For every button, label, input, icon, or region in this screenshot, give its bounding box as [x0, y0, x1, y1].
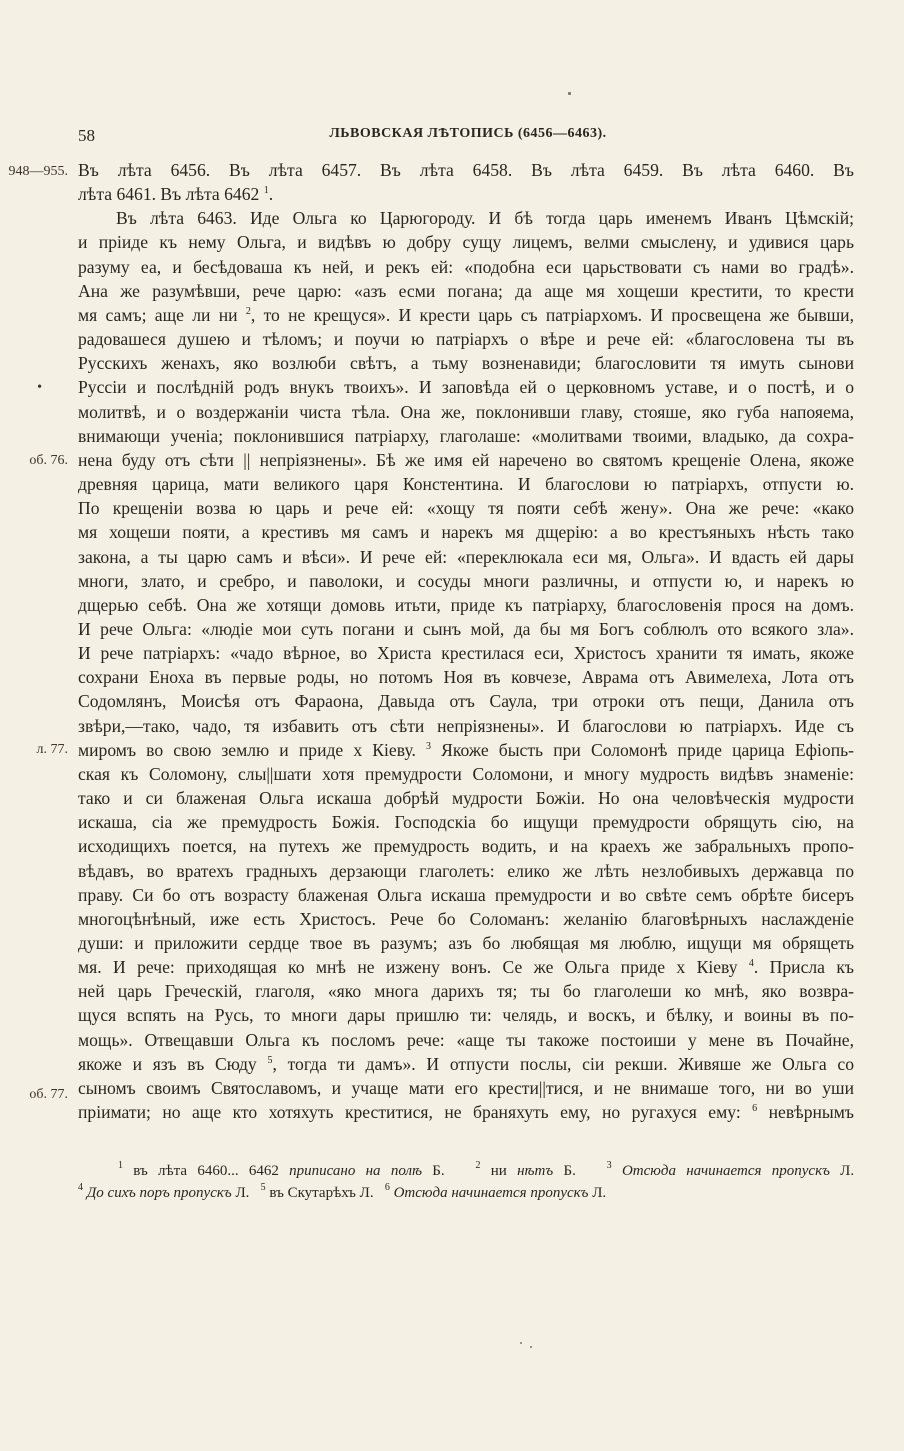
footnote-ref: 4: [748, 958, 754, 970]
paper-speck: [568, 92, 571, 95]
text-line: И рече патріархъ: «чадо вѣрное, во Христа крестилася еси, Христосъ хранити тя имать, якоже: [78, 643, 854, 664]
footnote-ref: 6: [752, 1103, 758, 1115]
text-line: и пріиде къ нему Ольга, и видѣвъ ю добру сущу лицемъ, велми смыслену, и удивися царь: [78, 232, 854, 253]
text-line: По крещеніи возва ю царь и рече ей: «хощу тя пояти себѣ жену». Она же рече: «како: [78, 498, 854, 519]
text-line: И рече Ольга: «людіе мои суть погани и сынъ мой, да бы мя Богъ соблюлъ ото всякого зла».: [78, 618, 854, 639]
text-line: искаша, сіа же премудрость Божія. Господскіа бо ищущи премудрости обрящуть сію, на: [78, 812, 854, 833]
text-line: мя хощеши пояти, а крестивъ мя самъ и нарекъ мя дщерію: а во крестъяныхъ нѣсть тако: [78, 522, 854, 543]
text-line: разуму еа, и бесѣдоваша къ ней, и рекъ ей: «подобна еси царьствовати съ нами во градѣ».: [78, 256, 854, 277]
text-line: молитвѣ, и о воздержаніи чиста тѣла. Она же, поклонивши главу, стояше, яко губа напояема,: [78, 401, 854, 422]
text-line: ней царь Греческій, глаголя, «яко многа дарихъ тя; ты бо глаголеши ко мнѣ, яко возвра-: [78, 981, 854, 1002]
text-line: пріимати; но аще кто хотяхуть креститися, не браняхуть ему, но ругахуся ему: $^6$ невѣрнымъ: [78, 1102, 854, 1123]
chronicle-text: [78, 158, 854, 1124]
text-line: души: и приложити сердце твое въ разумъ; азъ бо любящая мя люблю, ищущи мя обрящеть: [78, 933, 854, 953]
text-line: Содомлянъ, Моисѣя отъ Фараона, Давыда отъ Саула, три отроки отъ пещи, Данила отъ: [78, 691, 854, 712]
text-line: Руссіи и послѣдній родъ внукъ твоихъ». И заповѣда ей о церковномъ уставе, и о постѣ, и о: [78, 377, 854, 398]
text-line: щуся вспять на Русь, то многи дары пришлю ти: челядь, и воскъ, и бѣлку, и воины въ по-: [78, 1005, 854, 1026]
text-line: сохрани Еноха въ первые роды, но потомъ Ноя въ ковчезе, Аврама отъ Авимелеха, Лота отъ: [78, 667, 854, 688]
footnote-ref: 2: [245, 305, 251, 317]
text-line: вѣдавъ, во вратехъ градныхъ дерзающи глаголеть: елико же лѣть незлобивыхъ державца по: [78, 860, 854, 881]
text-line: радовашеся душею и тѣломъ; и поучи ю патріархъ о вѣре и рече ей: «благословена ты въ: [78, 329, 854, 350]
footnote-ref: 3: [426, 740, 432, 752]
margin-note-leaf-77: л. 77.: [36, 742, 68, 757]
text-line: исходищихъ поется, на путехъ же премудрость водить, и на краехъ же забральныхъ пропо-: [78, 836, 854, 857]
page-number: 58: [78, 126, 95, 145]
text-line: мя. И рече: приходящая ко мнѣ не изжену вонъ. Се же Ольга приде х Кіеву $^4$. Присла къ: [78, 957, 854, 978]
page-header: [78, 126, 858, 150]
running-title: ЛЬВОВСКАЯ ЛѢТОПИСЬ (6456—6463).: [329, 126, 607, 141]
text-line: внимающи ученіа; поклонившися патріарху, глаголаше: «молитвами твоими, владыко, да сохра-: [78, 425, 854, 446]
text-line: якоже и язъ въ Сюду $^5$, тогда ти дамъ». И отпусти послы, сіи рекши. Живяше же Ольга со: [78, 1053, 854, 1074]
margin-note-folio-77: об. 77.: [29, 1087, 68, 1102]
text-line: лѣта 6461. Въ лѣта 6462 $^1$.: [78, 184, 274, 205]
margin-note-years: 948—955.: [8, 164, 68, 179]
text-line: мя самъ; аще ли ни $^2$, то не крещуся». И крести царь съ патріархомъ. И просвещена же бывши,: [78, 304, 854, 325]
text-line: мощь». Отвещавши Ольга къ посломъ рече: «аще ты такоже постоиши у мене въ Почайне,: [78, 1029, 854, 1050]
margin-dot: •: [37, 380, 42, 395]
text-line: ская къ Соломону, слы||шати хотя премудрости Соломони, и многу мудрость видѣвъ знаменіе:: [78, 763, 854, 784]
text-line: дщерью себѣ. Она же хотящи домовь итьти, приде къ патріарху, благословенія прося на домъ.: [78, 594, 854, 615]
text-line: многи, злато, и сребро, и паволоки, и сосуды многи различны, и отпусти ю, и нарекъ ю: [78, 570, 854, 591]
text-line: закона, а ты царю самъ и вѣси». И рече ей: «переклюкала еси мя, Ольга». И вдасть ей дары: [78, 546, 854, 567]
text-line: сыномъ своимъ Святославомъ, и учаще мати его крести||тися, и не внимаше того, ни во уши: [78, 1077, 854, 1098]
paper-speck: [520, 1342, 522, 1344]
footnote-ref: 5: [267, 1054, 273, 1066]
text-line: Ана же разумѣвши, рече царю: «азъ есми погана; да аще мя хощеши крестити, то крести: [78, 280, 854, 301]
paper-speck: [530, 1346, 532, 1348]
footnote-line: $^4$ До сихъ поръ пропускъ Л. $^5$ въ Скутарѣхъ Л. $^6$ Отсюда начинается пропускъ Л.: [78, 1182, 607, 1201]
text-line: звѣри,—тако, чадо, тя избавить отъ сѣти непріязнены». И благослови ю патріархъ. Иде съ: [78, 715, 854, 736]
text-line: многоцѣнѣный, иже есть Христосъ. Рече бо Соломанъ: желанію благовѣрныхъ наслажденіе: [78, 908, 854, 929]
text-line: Въ лѣта 6463. Иде Ольга ко Царюгороду. И бѣ тогда царь именемъ Иванъ Цѣмскій;: [116, 208, 854, 229]
text-line: Русскихъ женахъ, яко возлюби свѣтъ, а тьму возненавиди; благословити тя имуть сынови: [78, 353, 854, 374]
footnote-line: $^1$ въ лѣта 6460... 6462 приписано на полѣ Б. $^2$ ни нѣтъ Б. $^3$ Отсюда начинается пропускъ Л.: [118, 1160, 855, 1179]
text-line: нена буду отъ сѣти || непріязнены». Бѣ же имя ей наречено во святомъ крещеніе Олена, якоже: [78, 449, 854, 470]
text-line: миромъ во свою землю и приде х Кіеву. $^3$ Якоже бысть при Соломонѣ приде царица Ефіопь-: [78, 739, 854, 760]
margin-note-folio-76: об. 76.: [29, 453, 68, 468]
text-line: Въ лѣта 6456. Въ лѣта 6457. Въ лѣта 6458. Въ лѣта 6459. Въ лѣта 6460. Въ: [78, 160, 854, 180]
text-line: праву. Си бо отъ возрасту блаженая Ольга искаша премудрости и во свѣте семъ обрѣте бисеръ: [78, 884, 854, 905]
footnotes: [78, 1160, 854, 1204]
text-line: древняя царица, мати великого царя Констентина. И благослови ю патріархъ, отпусти ю.: [78, 474, 854, 495]
footnote-ref: 1: [263, 185, 269, 197]
text-line: тако и си блаженая Ольга искаша добрѣй мудрости Божіи. Но она человѣческія мудрости: [78, 788, 854, 809]
